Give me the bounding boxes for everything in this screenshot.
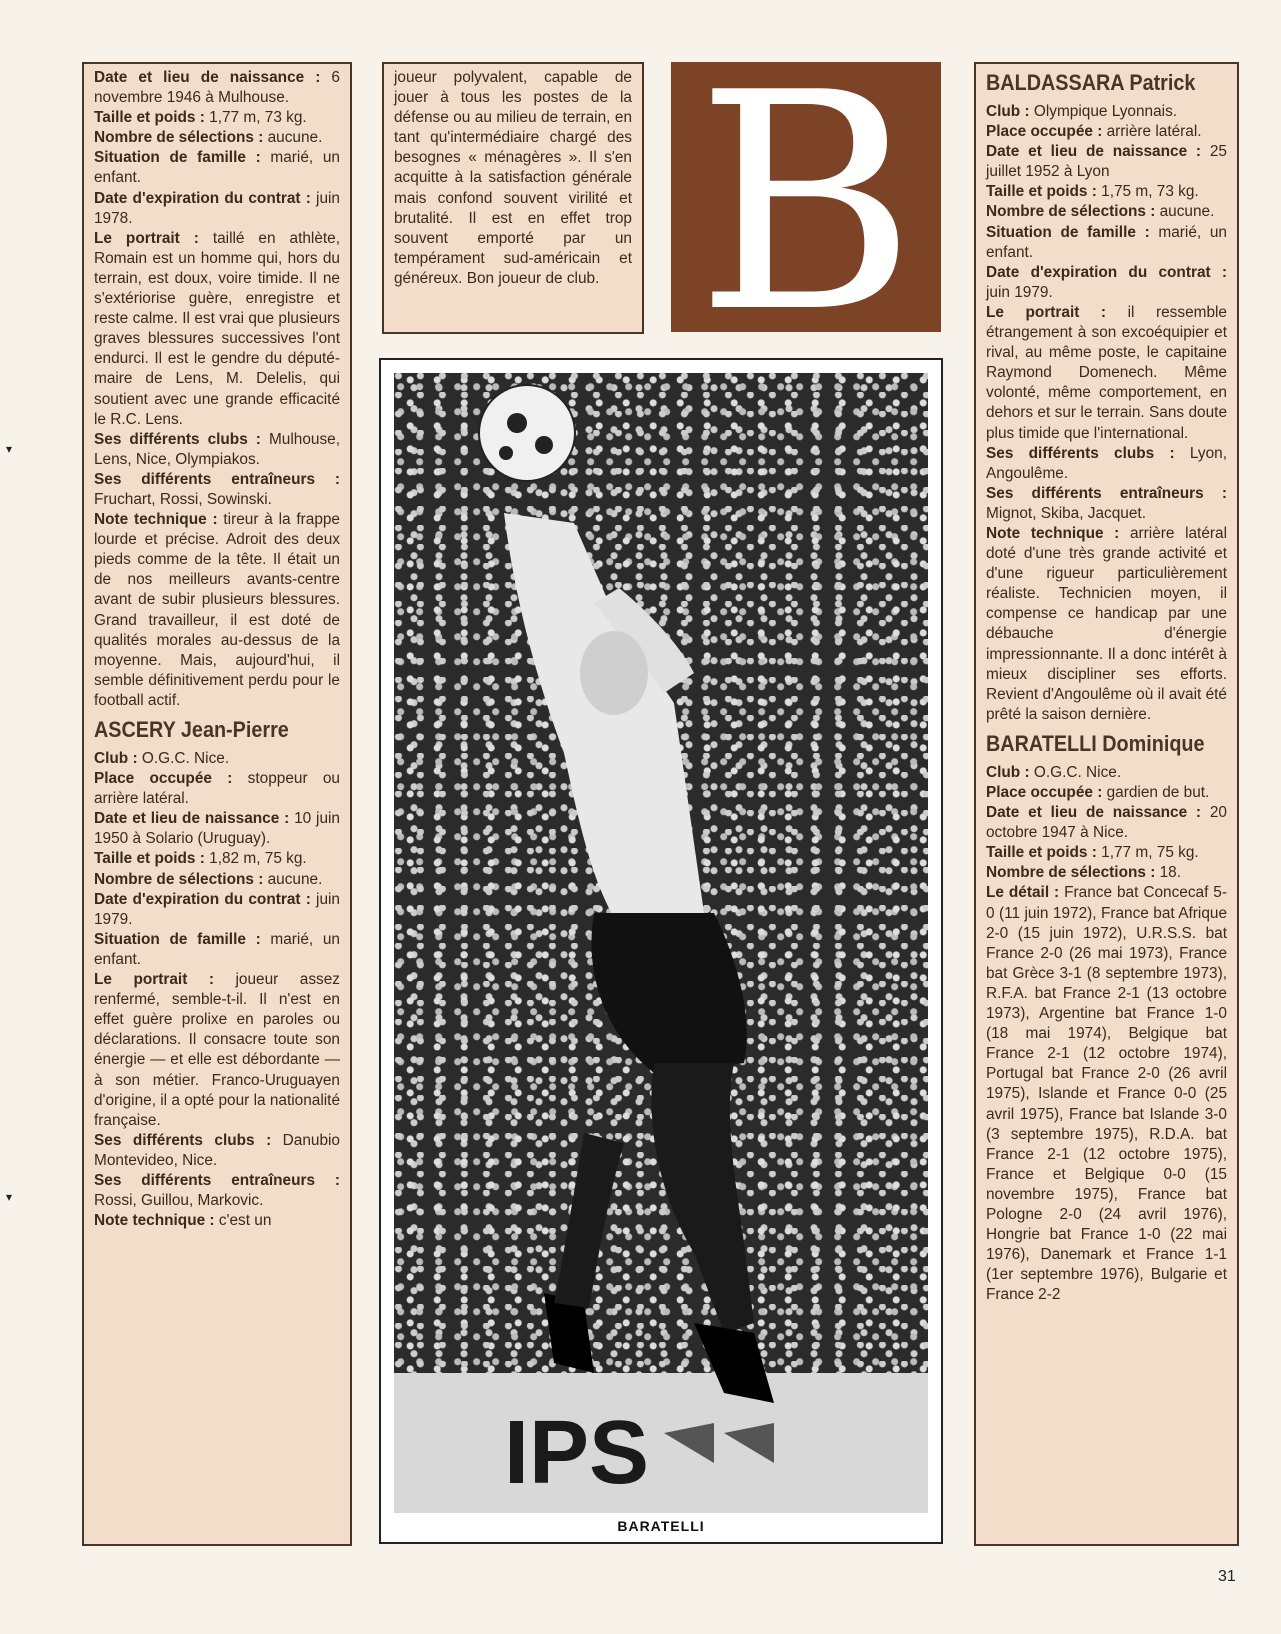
detail-label: Taille et poids : [94, 109, 205, 127]
photo-frame [379, 358, 943, 1544]
detail-paragraph [94, 229, 340, 430]
left-player2-details [94, 749, 340, 1231]
middle-text: joueur polyvalent, capable de jouer à tous les postes de la défense ou au milieu de terrain, en tant qu'intermédiaire chargé des besognes « ménagères ». Il s'en acquitte à la satisfaction générale mais confond souvent virilité et brutalité. Il est en effet trop souvent emporté par un tempérament sud-américain et généreux. Bon joueur de club. [394, 69, 632, 287]
detail-value: taillé en athlète, Romain est un homme qui, hors du terrain, est doux, voire timide. Il ne s'extériorise guère, enregistre et reste calme. Il est vrai que plusieurs graves blessures successives l'ont endurci. Il est le gendre du député-maire de Lens, M. Delelis, qui soutient avec une grande efficacité le R.C. Lens. [94, 229, 340, 428]
detail-label: Nombre de sélections : [94, 870, 264, 888]
detail-paragraph [94, 849, 340, 869]
middle-text-column [382, 62, 644, 334]
detail-label: Ses différents entraîneurs : [986, 484, 1227, 502]
detail-label: Situation de famille : [94, 149, 261, 167]
detail-paragraph [94, 1211, 340, 1231]
detail-value: arrière latéral. [1102, 123, 1202, 141]
detail-label: Note technique : [94, 511, 218, 529]
detail-value: juin 1979. [986, 283, 1053, 301]
detail-value: 1,82 m, 75 kg. [204, 850, 307, 868]
detail-label: Ses différents clubs : [986, 444, 1175, 462]
detail-paragraph [986, 202, 1227, 222]
detail-paragraph [986, 843, 1227, 863]
detail-value: aucune. [1155, 203, 1215, 221]
detail-paragraph [986, 223, 1227, 263]
detail-label: Le détail : [986, 884, 1060, 902]
player-name-baldassara: BALDASSARA Patrick [986, 70, 1196, 95]
detail-paragraph [986, 783, 1227, 803]
detail-paragraph [986, 102, 1227, 122]
detail-value: marié, un enfant. [94, 930, 340, 968]
detail-paragraph [94, 189, 340, 229]
detail-paragraph [94, 809, 340, 849]
goalkeeper-photo [394, 373, 928, 1513]
detail-value: Olympique Lyonnais. [1029, 103, 1178, 120]
detail-paragraph [986, 863, 1227, 883]
detail-label: Place occupée : [986, 784, 1103, 801]
detail-label: Place occupée : [986, 123, 1103, 141]
detail-label: Date et lieu de naissance : [986, 143, 1202, 161]
detail-label: Date d'expiration du contrat : [986, 263, 1227, 281]
detail-label: Ses différents entraîneurs : [94, 470, 340, 488]
detail-paragraph [94, 870, 340, 890]
detail-label: Situation de famille : [986, 223, 1150, 241]
detail-label: Situation de famille : [94, 930, 261, 948]
detail-value: Fruchart, Rossi, Sowinski. [94, 490, 272, 508]
detail-paragraph [986, 803, 1227, 843]
detail-label: Club : [986, 103, 1030, 120]
detail-paragraph [986, 182, 1227, 202]
margin-mark-icon: ▾ [6, 442, 13, 456]
detail-label: Ses différents entraîneurs : [94, 1171, 340, 1189]
detail-value: France bat Concecaf 5-0 (11 juin 1972), France bat Afrique 2-0 (15 juin 1972), U.R.S.S. bat France 2-0 (26 mai 1973), France bat Grèce 3-1 (8 septembre 1973), R.F.A. bat France 2-1 (13 octobre 1973), Argentine bat France 1-0 (18 mai 1974), Belgique bat France 2-1 (12 octobre 1974), Portugal bat France 2-0 (26 avril 1975), Islande et France 0-0 (25 avril 1975), France bat Islande 3-0 (3 septembre 1975), R.D.A. bat France 2-1 (12 octobre 1975), France et Belgique 0-0 (15 novembre 1975), France bat Pologne 2-0 (24 avril 1976), Hongrie bat France 1-0 (22 mai 1976), Danemark et France 1-1 (1er septembre 1976), Bulgarie et France 2-2 [986, 884, 1227, 1304]
detail-label: Nombre de sélections : [986, 203, 1156, 221]
detail-paragraph [94, 1131, 340, 1171]
detail-value: Danubio Montevideo, Nice. [94, 1131, 340, 1169]
detail-paragraph [986, 524, 1227, 725]
photo-caption: BARATELLI [617, 1518, 705, 1534]
detail-label: Note technique : [94, 1212, 215, 1230]
detail-value: aucune. [263, 870, 323, 888]
detail-value: gardien de but. [1102, 784, 1210, 801]
detail-label: Le portrait : [986, 303, 1107, 321]
detail-paragraph [986, 142, 1227, 182]
detail-paragraph [94, 68, 340, 108]
detail-value: juin 1979. [94, 890, 340, 928]
detail-label: Date et lieu de naissance : [986, 804, 1202, 822]
detail-paragraph [94, 890, 340, 930]
detail-paragraph [986, 303, 1227, 444]
detail-value: 1,77 m, 75 kg. [1096, 844, 1199, 862]
player-name-baratelli: BARATELLI Dominique [986, 730, 1205, 756]
section-letter-box [671, 62, 941, 332]
detail-paragraph [94, 128, 340, 148]
detail-label: Le portrait : [94, 229, 199, 247]
section-letter: B [695, 62, 917, 332]
detail-value: marié, un enfant. [94, 149, 340, 187]
detail-label: Date d'expiration du contrat : [94, 189, 311, 207]
detail-paragraph [94, 749, 340, 769]
detail-paragraph [986, 122, 1227, 142]
detail-paragraph [94, 148, 340, 188]
detail-paragraph [94, 470, 340, 510]
detail-paragraph [94, 970, 340, 1131]
detail-label: Taille et poids : [986, 844, 1097, 862]
detail-value: 18. [1155, 864, 1182, 882]
detail-value: c'est un [214, 1212, 272, 1230]
detail-label: Nombre de sélections : [94, 129, 264, 147]
detail-paragraph [94, 1171, 340, 1211]
detail-label: Club : [94, 750, 138, 767]
detail-label: Le portrait : [94, 971, 214, 989]
right-player1-details [986, 102, 1227, 725]
detail-label: Date et lieu de naissance : [94, 69, 321, 86]
detail-value: 20 octobre 1947 à Nice. [986, 804, 1227, 842]
detail-value: joueur assez renfermé, semble-t-il. Il n'est en effet guère prolixe en paroles ou déclarations. Il consacre toute son énergie — et elle est débordante — à son métier. Franco-Uruguayen d'origine, il a opté pour la nationalité française. [94, 971, 340, 1129]
detail-label: Note technique : [986, 524, 1120, 542]
detail-paragraph [986, 444, 1227, 484]
detail-label: Club : [986, 763, 1030, 781]
detail-label: Taille et poids : [986, 183, 1097, 201]
detail-paragraph [94, 108, 340, 128]
margin-mark-icon: ▾ [6, 1190, 13, 1204]
player-name-ascery: ASCERY Jean-Pierre [94, 717, 289, 742]
detail-label: Date d'expiration du contrat : [94, 890, 311, 908]
detail-value: O.G.C. Nice. [137, 750, 230, 767]
page-number: 31 [1218, 1568, 1236, 1585]
detail-value: Lyon, Angoulême. [986, 444, 1227, 482]
right-text-column [974, 62, 1239, 1546]
detail-label: Nombre de sélections : [986, 864, 1156, 882]
detail-label: Place occupée : [94, 770, 233, 788]
detail-value: O.G.C. Nice. [1029, 763, 1122, 781]
detail-value: Rossi, Guillou, Markovic. [94, 1192, 264, 1210]
detail-value: stoppeur ou arrière latéral. [94, 770, 340, 808]
detail-value: tireur à la frappe lourde et précise. Adroit des deux pieds comme de la tête. Il était un de nos meilleurs avants-centre avant de subir plusieurs blessures. Grand travailleur, il est doté de qualités morales au-dessus de la moyenne. Mais, aujourd'hui, il semble définitivement perdu pour le football actif. [94, 511, 340, 709]
detail-value: il ressemble étrangement à son excoéquipier et rival, au même poste, le capitaine Raymond Domenech. Même volonté, même comportement, en dehors et sur le terrain. Sans doute plus timide que l'international. [986, 303, 1227, 442]
right-player2-details [986, 763, 1227, 1306]
detail-paragraph [94, 430, 340, 470]
detail-paragraph [986, 484, 1227, 524]
detail-value: 1,75 m, 73 kg. [1096, 183, 1199, 201]
detail-label: Taille et poids : [94, 850, 205, 868]
detail-paragraph [986, 883, 1227, 1305]
left-text-column [82, 62, 352, 1546]
detail-value: 1,77 m, 73 kg. [204, 109, 307, 127]
detail-value: aucune. [263, 129, 323, 147]
detail-value: 6 novembre 1946 à Mulhouse. [94, 69, 340, 107]
detail-value: marié, un enfant. [986, 223, 1227, 261]
svg-text:IPS: IPS [504, 1403, 650, 1503]
detail-paragraph [94, 510, 340, 711]
detail-paragraph [94, 930, 340, 970]
detail-value: 25 juillet 1952 à Lyon [986, 143, 1227, 181]
detail-label: Date et lieu de naissance : [94, 810, 290, 828]
detail-paragraph [986, 763, 1227, 783]
detail-value: arrière latéral doté d'une très grande activité et d'une rigueur particulièrement réaliste. Technicien moyen, il compense ce handicap par une débauche d'énergie impressionnante. Il a donc intérêt à mieux discipliner ses efforts. Revient d'Angoulême où il avait été prêté la saison dernière. [986, 524, 1227, 723]
goalkeeper-illustration [394, 373, 928, 1513]
detail-value: 10 juin 1950 à Solario (Uruguay). [94, 810, 340, 848]
detail-value: Mulhouse, Lens, Nice, Olympiakos. [94, 430, 340, 468]
left-player1-details [94, 68, 340, 711]
detail-value: juin 1978. [94, 189, 340, 227]
detail-paragraph [986, 263, 1227, 303]
detail-paragraph [94, 769, 340, 809]
detail-label: Ses différents clubs : [94, 430, 261, 448]
detail-label: Ses différents clubs : [94, 1131, 272, 1149]
detail-value: Mignot, Skiba, Jacquet. [986, 504, 1146, 522]
